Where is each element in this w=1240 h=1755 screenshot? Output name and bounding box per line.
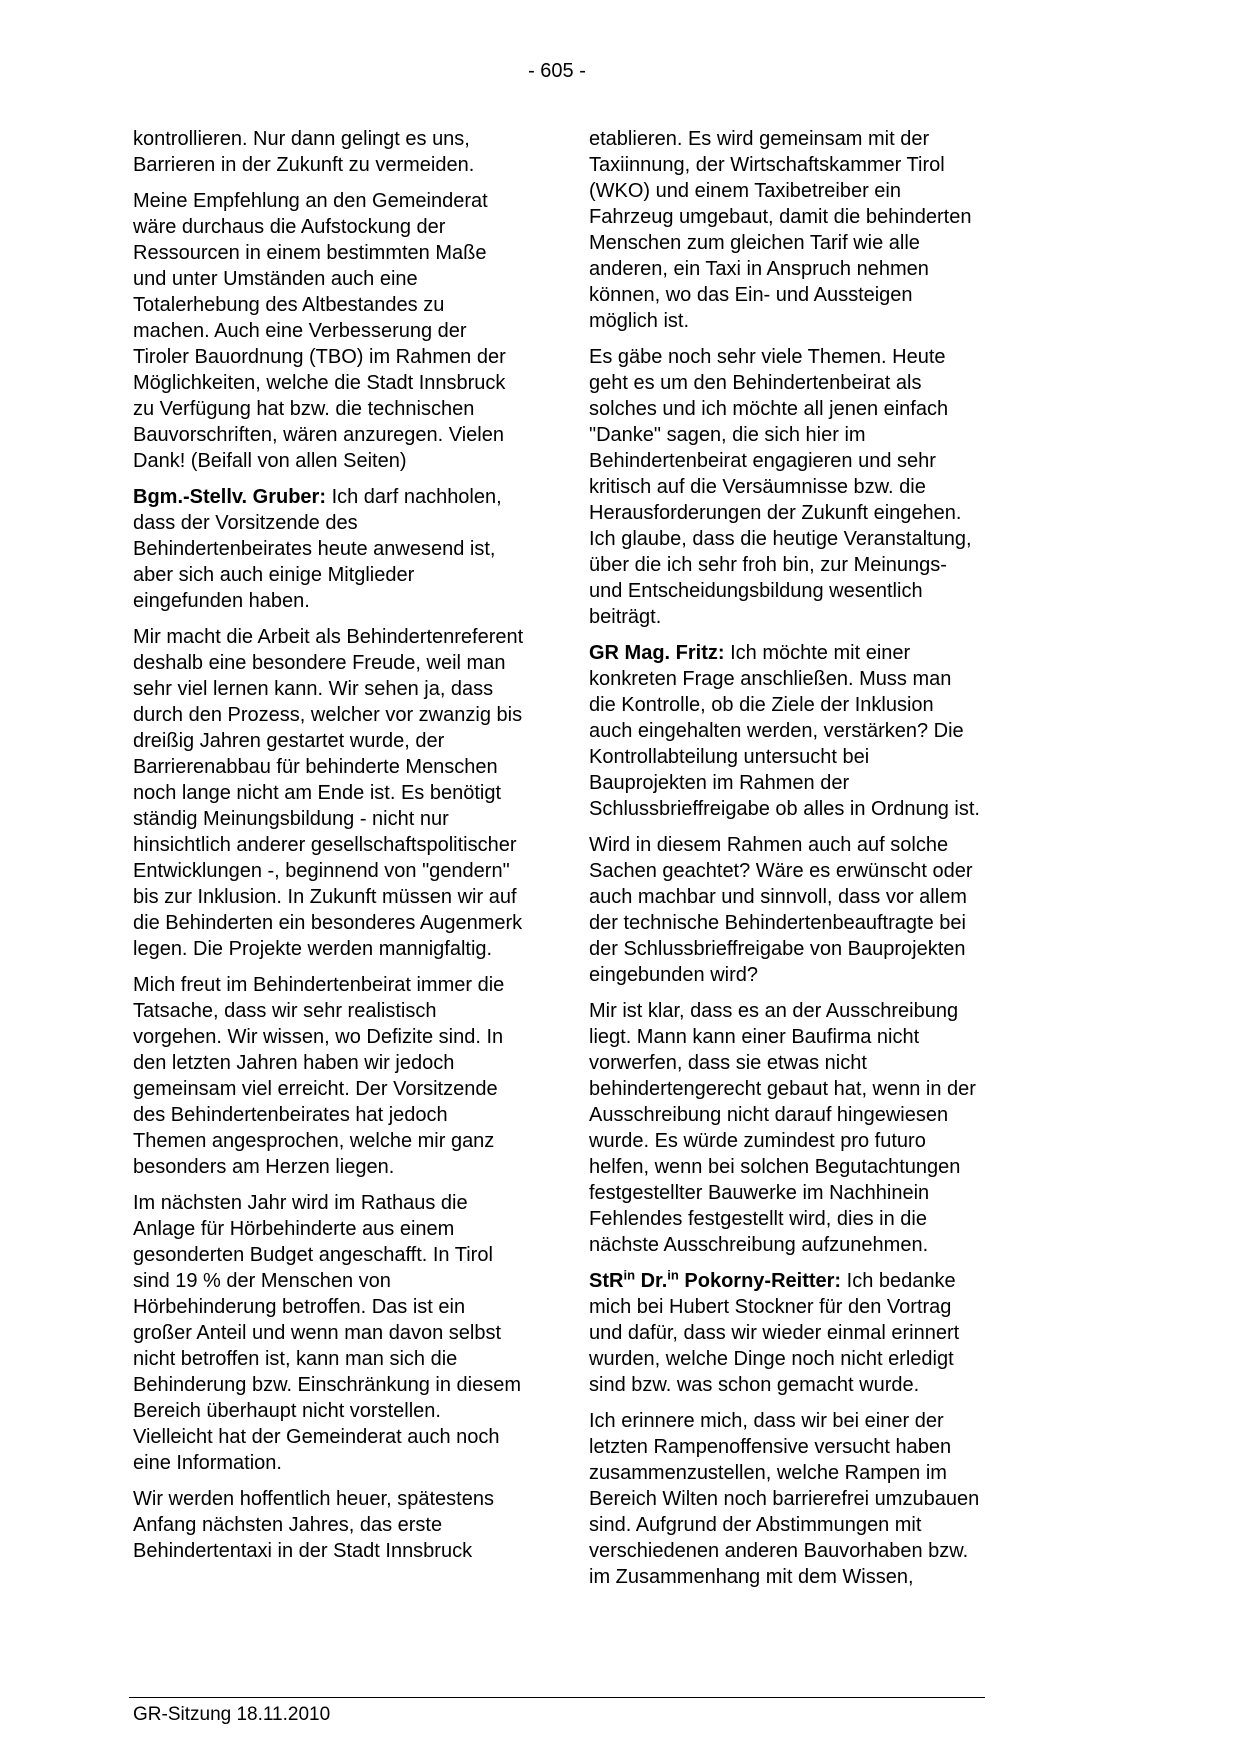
paragraph: Meine Empfehlung an den Gemeinderat wäre durchaus die Aufstockung der Ressourcen in einem bestimmten Maße und unter Umständen auch eine Totalerhebung des Altbestandes zu machen. Auch eine Verbesserung der Tiroler Bauordnung (TBO) im Rahmen der Möglichkeiten, welche die Stadt Innsbruck zu Verfügung hat bzw. die technischen Bauvorschriften, wären anzuregen. Vielen Dank! (Beifall von allen Seiten) xyxy=(133,190,506,472)
paragraph: Wird in diesem Rahmen auch auf solche Sachen geachtet? Wäre es erwünscht oder auch machbar und sinnvoll, dass vor allem der technische Behindertenbeauftragte bei der Schlussbrieffreigabe von Bauprojekten eingebunden wird? xyxy=(589,834,973,986)
paragraph: Es gäbe noch sehr viele Themen. Heute geht es um den Behindertenbeirat als solches und ich möchte all jenen einfach "Danke" sagen, die sich hier im Behindertenbeirat engagieren und sehr kritisch auf die Versäumnisse bzw. die Herausforderungen der Zukunft eingehen. Ich glaube, dass die heutige Veranstaltung, über die ich sehr froh bin, zur Meinungs- und Entscheidungsbildung wesentlich beiträgt. xyxy=(589,346,972,628)
speaker-superscript: in xyxy=(667,1267,679,1283)
speaker-part: Dr. xyxy=(635,1270,668,1292)
page-content xyxy=(133,126,981,1600)
paragraph xyxy=(589,1268,981,1398)
paragraph: etablieren. Es wird gemeinsam mit der Taxiinnung, der Wirtschaftskammer Tirol (WKO) und einem Taxibetreiber ein Fahrzeug umgebaut, damit die behinderten Menschen zum gleichen Tarif wie alle anderen, ein Taxi in Anspruch nehmen können, wo das Ein- und Aussteigen möglich ist. xyxy=(589,128,972,332)
page-number: - 605 - xyxy=(528,60,586,82)
left-column xyxy=(133,126,525,1600)
right-column xyxy=(589,126,981,1600)
speaker-text: Ich bedanke mich bei Hubert Stockner für den Vortrag und dafür, dass wir wieder einmal erinnert wurden, welche Dinge noch nicht erledigt sind bzw. was schon gemacht wurde. xyxy=(589,1270,960,1396)
speaker-text: Ich darf nachholen, dass der Vorsitzende des Behindertenbeirates heute anwesend ist, aber sich auch einige Mitglieder eingefunden haben. xyxy=(133,486,502,612)
paragraph: Mich freut im Behindertenbeirat immer die Tatsache, dass wir sehr realistisch vorgehen. Wir wissen, wo Defizite sind. In den letzten Jahren haben wir jedoch gemeinsam viel erreicht. Der Vorsitzende des Behindertenbeirates hat jedoch Themen angesprochen, welche mir ganz besonders am Herzen liegen. xyxy=(133,974,505,1178)
speaker-name xyxy=(589,1267,842,1292)
paragraph xyxy=(133,484,525,614)
speaker-part: StR xyxy=(589,1270,624,1292)
speaker-name: Bgm.-Stellv. Gruber: xyxy=(133,486,326,508)
speaker-superscript: in xyxy=(623,1267,636,1283)
footer-divider xyxy=(129,1697,985,1698)
speaker-name: GR Mag. Fritz: xyxy=(589,642,725,664)
paragraph: Mir macht die Arbeit als Behindertenreferent deshalb eine besondere Freude, weil man sehr viel lernen kann. Wir sehen ja, dass durch den Prozess, welcher vor zwanzig bis dreißig Jahren gestartet wurde, der Barrierenabbau für behinderte Menschen noch lange nicht am Ende ist. Es benötigt ständig Meinungsbildung - nicht nur hinsichtlich anderer gesellschaftspolitischer Entwicklungen -, beginnend von "gendern" bis zur Inklusion. In Zukunft müssen wir auf die Behinderten ein besonderes Augenmerk legen. Die Projekte werden mannigfaltig. xyxy=(133,626,524,960)
speaker-text: Ich möchte mit einer konkreten Frage anschließen. Muss man die Kontrolle, ob die Ziele der Inklusion auch eingehalten werden, verstärken? Die Kontrollabteilung untersucht bei Bauprojekten im Rahmen der Schlussbrieffreigabe ob alles in Ordnung ist. xyxy=(589,642,980,820)
paragraph: kontrollieren. Nur dann gelingt es uns, Barrieren in der Zukunft zu vermeiden. xyxy=(133,128,475,176)
paragraph: Mir ist klar, dass es an der Ausschreibung liegt. Mann kann einer Baufirma nicht vorwerfen, dass sie etwas nicht behindertengerecht gebaut hat, wenn in der Ausschreibung nicht darauf hingewiesen wurde. Es würde zumindest pro futuro helfen, wenn bei solchen Begutachtungen festgestellter Bauwerke im Nachhinein Fehlendes festgestellt wird, dies in die nächste Ausschreibung aufzunehmen. xyxy=(589,1000,976,1256)
paragraph: Wir werden hoffentlich heuer, spätestens Anfang nächsten Jahres, das erste Behindertentaxi in der Stadt Innsbruck xyxy=(133,1488,494,1562)
paragraph xyxy=(589,640,981,822)
paragraph: Im nächsten Jahr wird im Rathaus die Anlage für Hörbehinderte aus einem gesonderten Budget angeschafft. In Tirol sind 19 % der Menschen von Hörbehinderung betroffen. Das ist ein großer Anteil und wenn man davon selbst nicht betroffen ist, kann man sich die Behinderung bzw. Einschränkung in diesem Bereich überhaupt nicht vorstellen. Vielleicht hat der Gemeinderat auch noch eine Information. xyxy=(133,1192,522,1474)
footer-session-label: GR-Sitzung 18.11.2010 xyxy=(133,1704,331,1725)
paragraph: Ich erinnere mich, dass wir bei einer der letzten Rampenoffensive versucht haben zusammenzustellen, welche Rampen im Bereich Wilten noch barrierefrei umzubauen sind. Aufgrund der Abstimmungen mit verschiedenen anderen Bauvorhaben bzw. im Zusammenhang mit dem Wissen, xyxy=(589,1410,980,1588)
speaker-part: Pokorny-Reitter: xyxy=(678,1270,842,1292)
